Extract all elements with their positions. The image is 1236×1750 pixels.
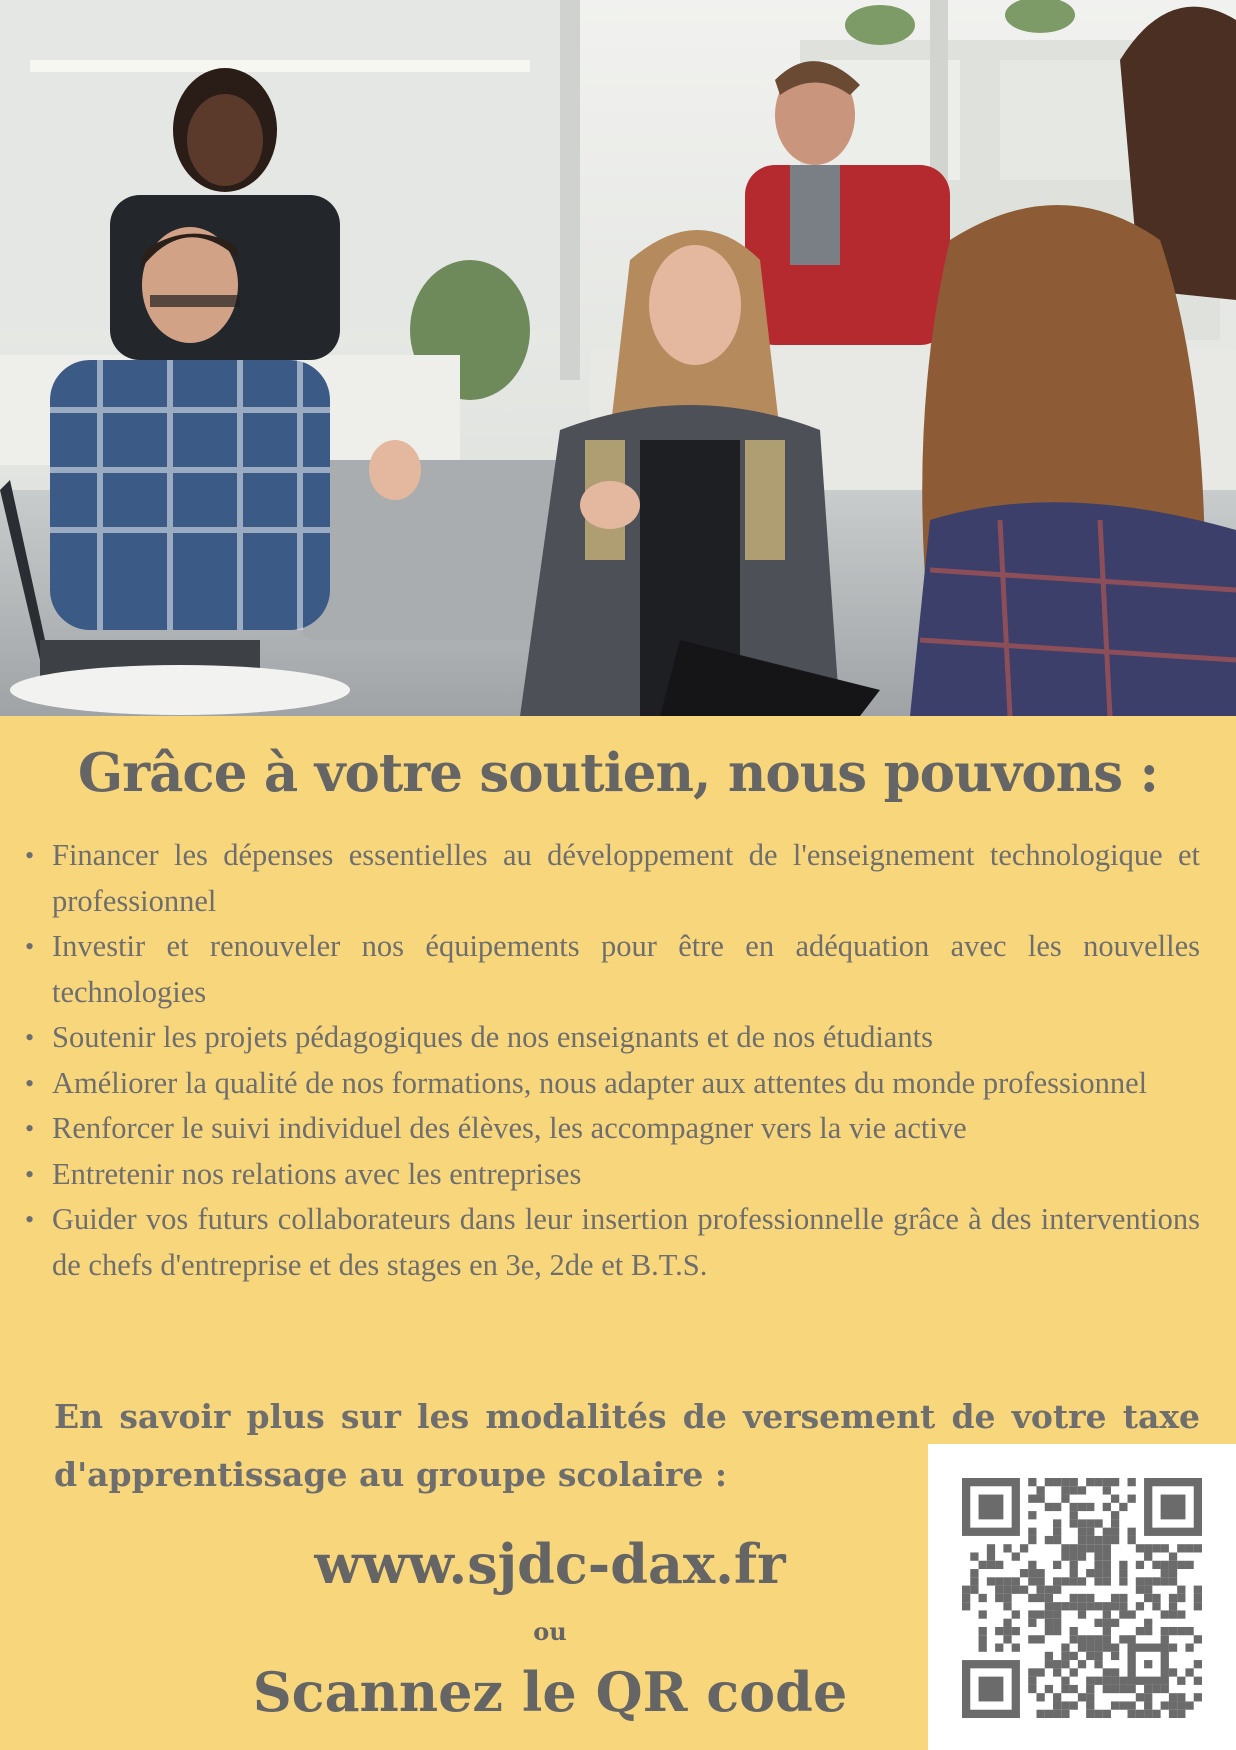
list-item: • Améliorer la qualité de nos formations, nous adapter aux attentes du monde professionnel (52, 1061, 1200, 1107)
bullet-icon: • (25, 1114, 35, 1143)
scan-qr-text: Scannez le QR code (252, 1660, 848, 1724)
headline: Grâce à votre soutien, nous pouvons : (77, 742, 1159, 804)
or-separator: ou (533, 1617, 567, 1646)
list-item: • Renforcer le suivi individuel des élèves, les accompagner vers la vie active (52, 1106, 1200, 1152)
list-item: • Guider vos futurs collaborateurs dans leur insertion professionnelle grâce à des interventions de chefs d'entreprise et des stages en 3e, 2de et B.T.S. (52, 1197, 1200, 1288)
meeting-photo (0, 0, 1236, 716)
bullet-icon: • (25, 1205, 35, 1234)
info-text: En savoir plus sur les modalités de versement de votre taxe d'apprentissage au groupe scolaire : (54, 1397, 1200, 1494)
bullet-icon: • (25, 932, 35, 961)
qr-code[interactable] (928, 1444, 1236, 1750)
list-item: • Investir et renouveler nos équipements pour être en adéquation avec les nouvelles technologies (52, 924, 1200, 1015)
list-item: • Entretenir nos relations avec les entreprises (52, 1152, 1200, 1198)
list-item: • Financer les dépenses essentielles au développement de l'enseignement technologique et professionnel (52, 833, 1200, 924)
website-link[interactable]: www.sjdc-dax.fr (314, 1532, 786, 1596)
bullet-icon: • (25, 1023, 35, 1052)
qr-code-icon (962, 1478, 1202, 1718)
benefits-list (25, 833, 1200, 1288)
bullet-icon: • (25, 1159, 35, 1189)
bullet-icon: • (25, 841, 35, 870)
list-item: • Soutenir les projets pédagogiques de nos enseignants et de nos étudiants (52, 1015, 1200, 1061)
bullet-icon: • (25, 1068, 35, 1098)
